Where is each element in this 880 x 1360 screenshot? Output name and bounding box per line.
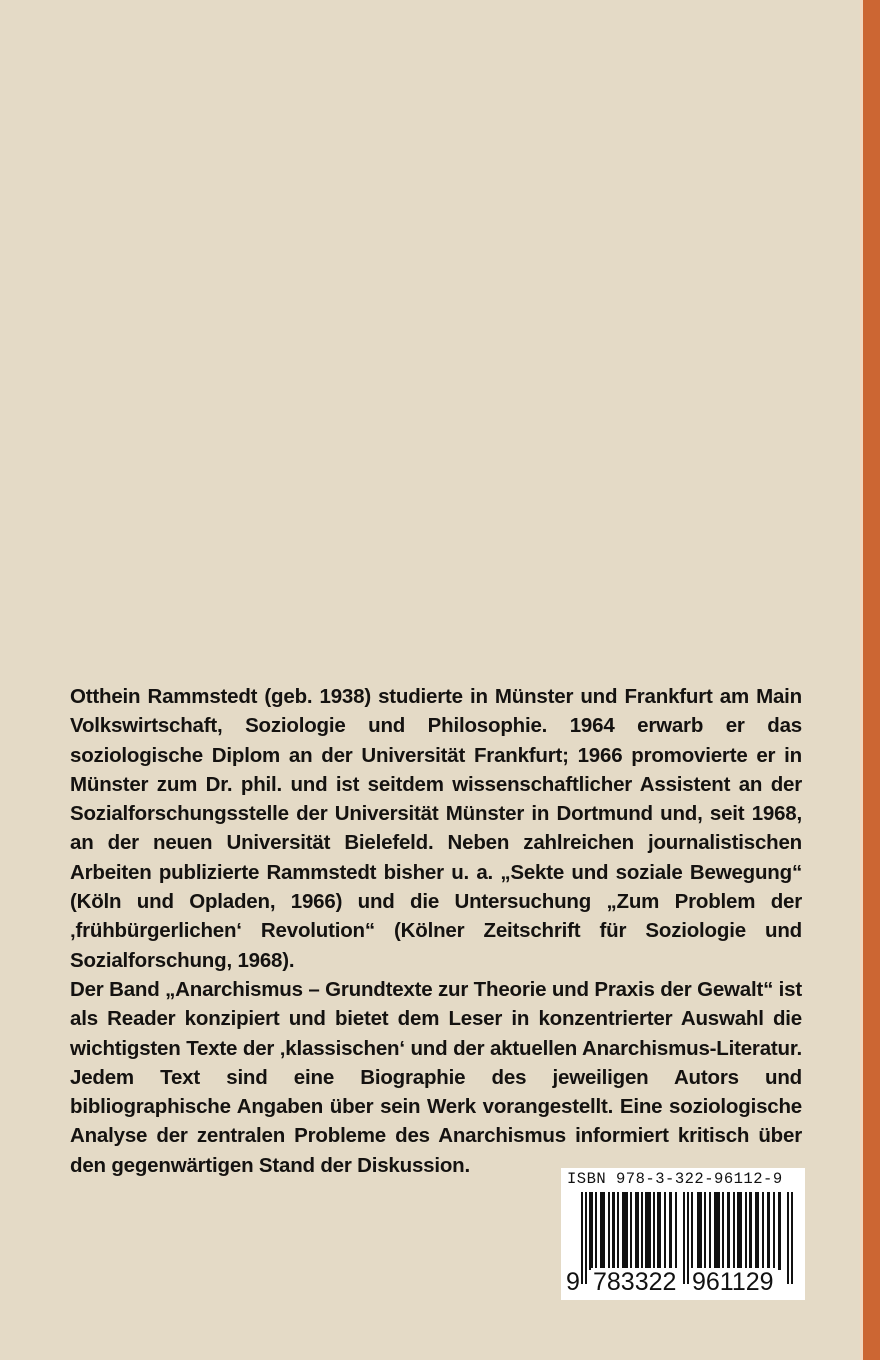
ean-first-digit: 9 bbox=[566, 1268, 580, 1296]
book-description-paragraph: Der Band „Anarchismus – Grundtexte zur Theorie und Praxis der Gewalt“ ist als Reader konzipiert und bietet dem Leser in konzentrierter Auswahl die wichtigsten Texte der ‚klassischen‘ und der aktuellen Anarchismus-Literatur. Jedem Text sind eine Biographie des jeweiligen Autors und bibliographische Angaben über sein Werk vorangestellt. Eine soziologische Analyse der zentralen Probleme des Anarchismus informiert kritisch über den gegenwärtigen Stand der Diskussion. bbox=[70, 977, 802, 1177]
author-bio-paragraph: Otthein Rammstedt (geb. 1938) studierte in Münster und Frankfurt am Main Volkswirtschaft, Soziologie und Philosophie. 1964 erwarb er das soziologische Diplom an der Universität Frankfurt; 1966 promovierte er in Münster zum Dr. phil. und ist seitdem wissenschaftlicher Assistent an der Sozialforschungsstelle der Universität Münster in Dortmund und, seit 1968, an der neuen Universität Bielefeld. Neben zahlreichen journalistischen Arbeiten publizierte Rammstedt bisher u. a. „Sekte und soziale Bewegung“ (Köln und Opladen, 1966) und die Untersuchung „Zum Problem der ‚frühbürgerlichen‘ Revolution“ (Kölner Zeitschrift für Soziologie und Sozialforschung, 1968). bbox=[70, 685, 802, 972]
ean-right-group: 961129 bbox=[692, 1268, 774, 1296]
book-spine bbox=[863, 0, 880, 1360]
back-cover-blurb bbox=[70, 682, 802, 1180]
ean-left-group: 783322 bbox=[593, 1268, 677, 1296]
isbn-barcode bbox=[561, 1168, 805, 1300]
isbn-label: ISBN 978-3-322-96112-9 bbox=[567, 1170, 783, 1188]
